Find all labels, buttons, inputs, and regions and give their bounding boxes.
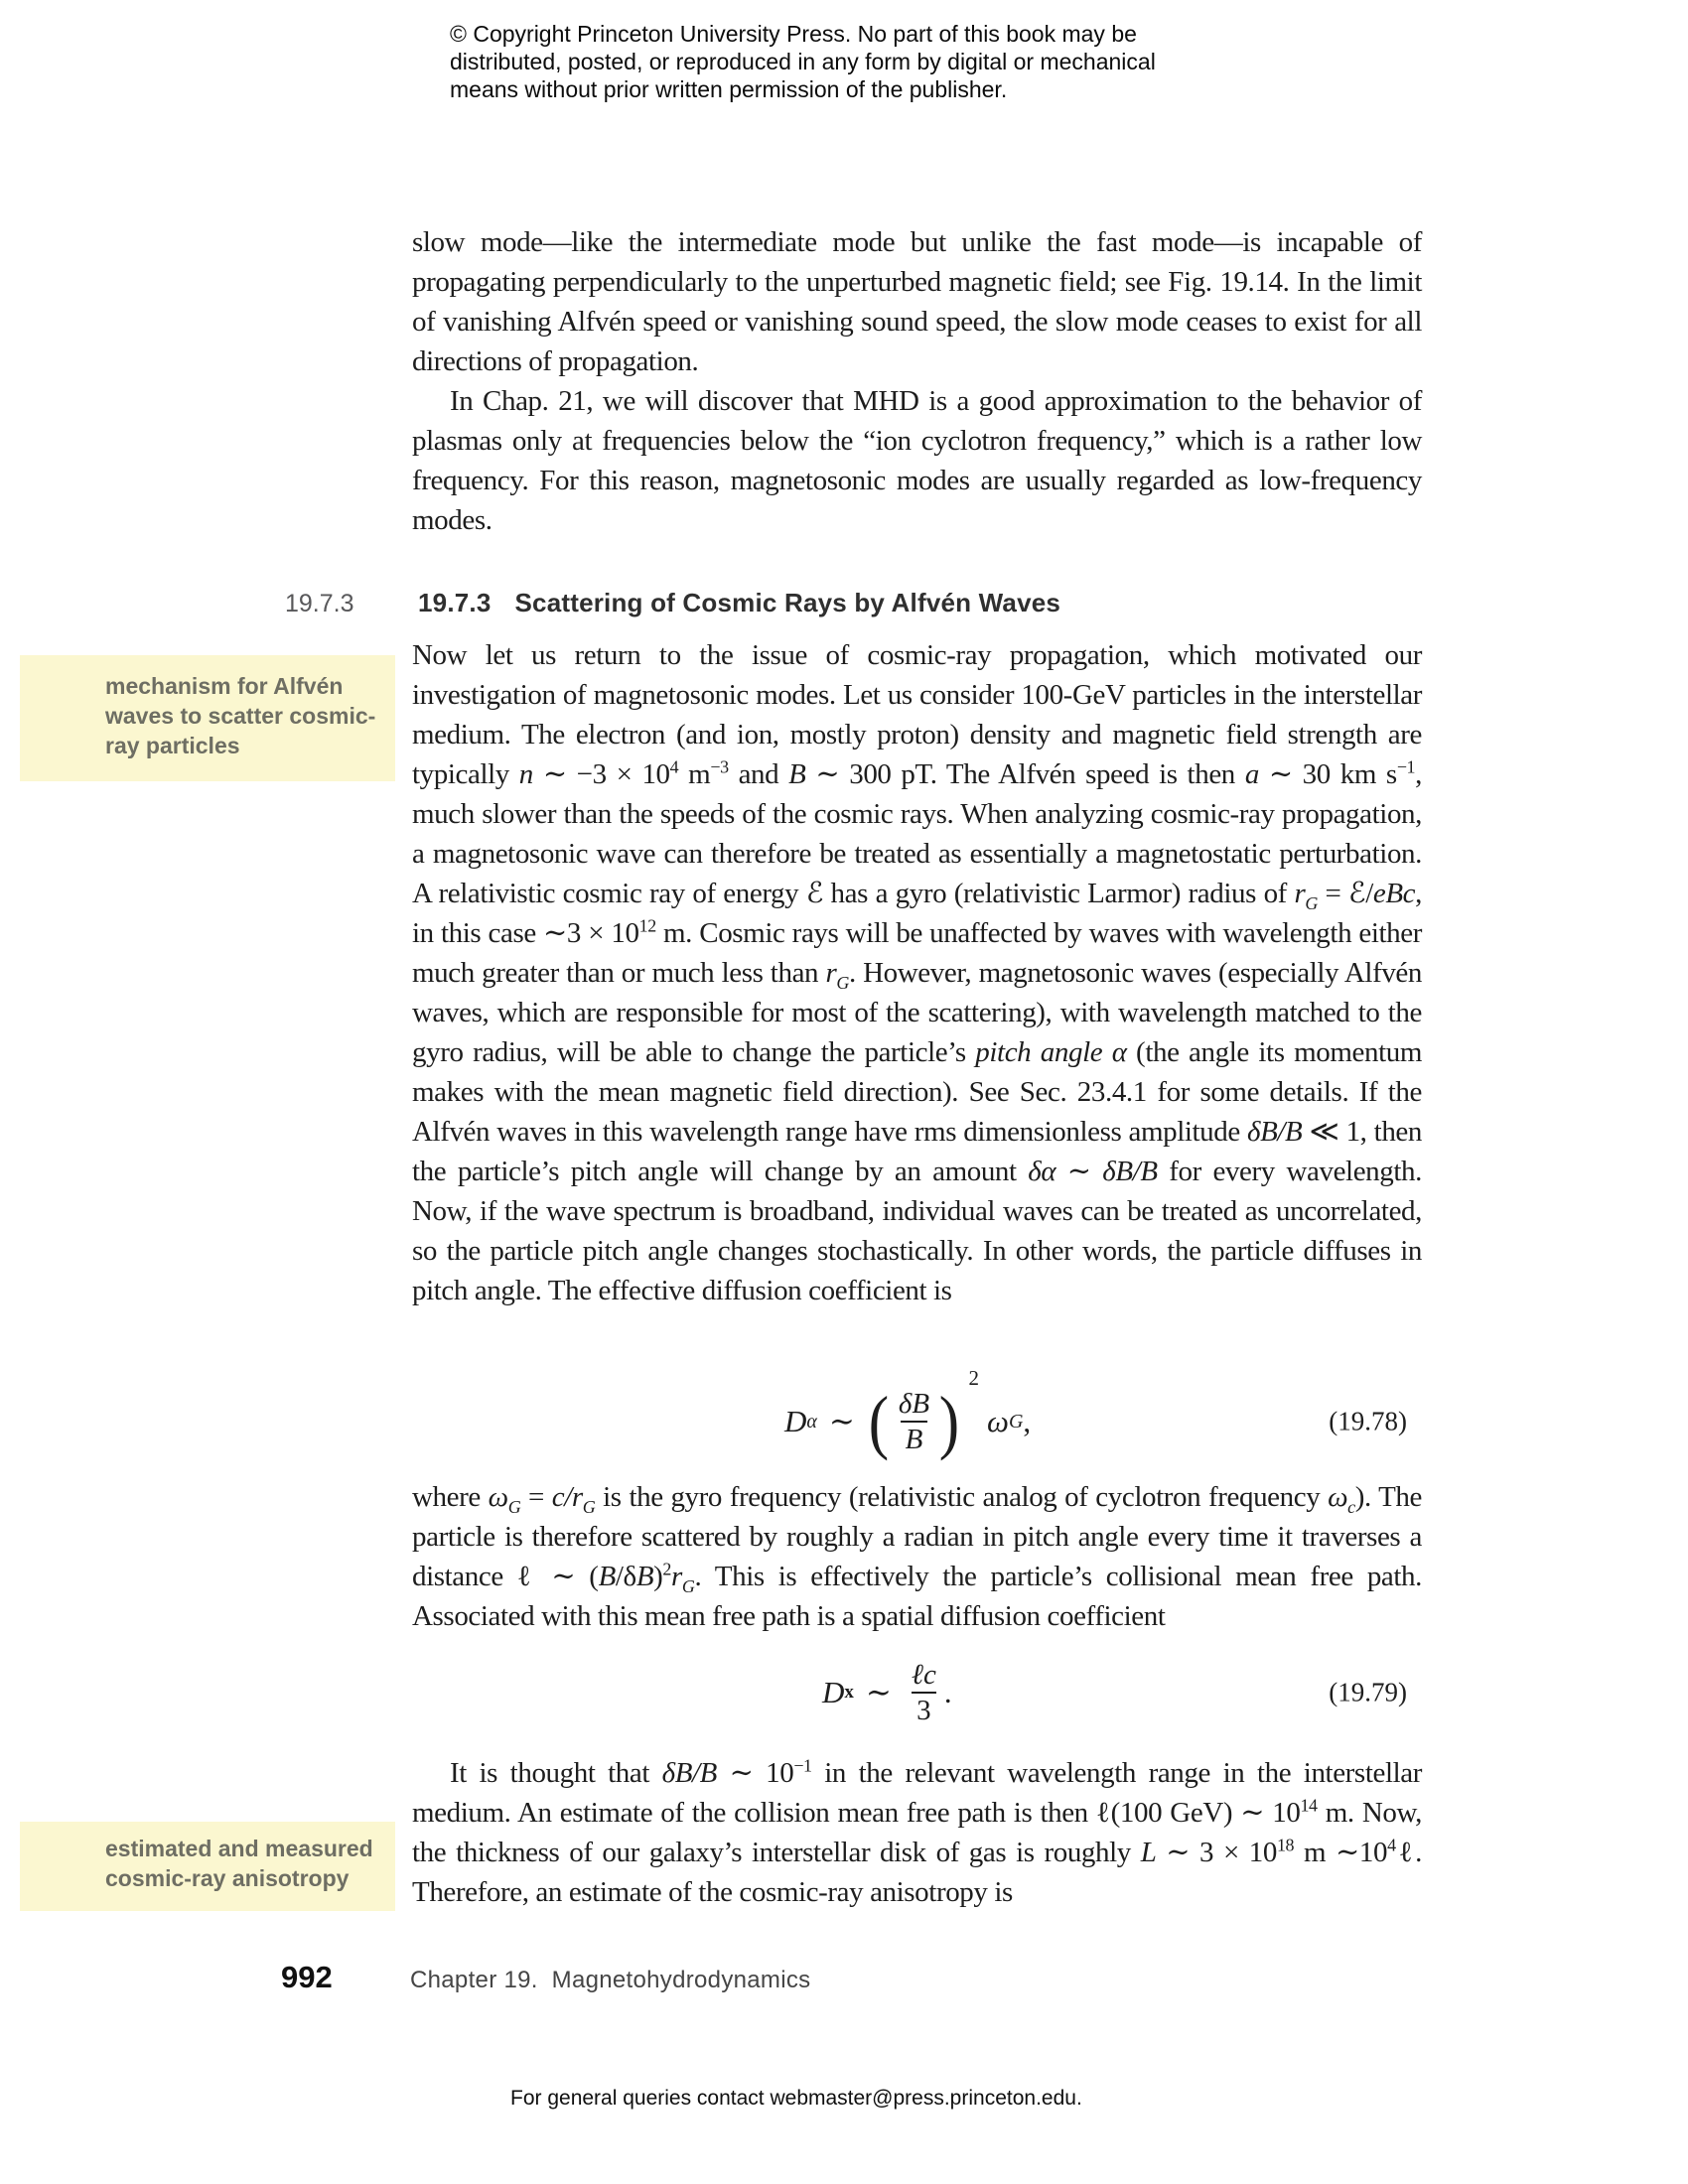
eq78-omega: ω — [987, 1404, 1009, 1438]
paragraph-anisotropy-estimate: It is thought that δB/B ∼ $10^{-1}$ in the relevant wavelength range in the interstellar medium. An estimate of the collision mean free path is then ℓ(100 GeV) ∼ $10^{14}$ m. Now, the thickness of our galaxy’s interstellar disk of gas is roughly L ∼ $3 \times 10^{18}$ m $\sim 10^4\ell$. Therefore, an estimate of the cosmic-ray anisotropy is — [412, 1755, 1422, 1908]
footer-page-number: 992 — [281, 1960, 333, 1994]
eq78-fraction: $\frac{\delta B}{B}$ — [898, 1388, 930, 1455]
section-heading-title: Scattering of Cosmic Rays by Alfvén Waves — [514, 588, 1061, 617]
body-text-cosmic-rays — [412, 635, 1422, 1310]
margin-note-anisotropy: estimated and measured cosmic-ray anisotropy — [20, 1822, 395, 1911]
equation-19-79-math: D x ∼ $\frac{\text{ℓc}}{3}$ . — [822, 1659, 952, 1726]
paragraph-cosmic-ray-scattering: Now let us return to the issue of cosmic-ray propagation, which motivated our investigation of magnetosonic modes. Let us consider 100-GeV particles in the interstellar medium. The electron (and ion, mostly proton) density and magnetic field strength are typically n ∼ $-3 \times 10^4$ $m^{-3}$ and B ∼ 300 pT. The Alfvén speed is then a ∼ 30 km $s^{-1}$, much slower than the speeds of the cosmic rays. When analyzing cosmic-ray propagation, a magnetosonic wave can therefore be treated as essentially a magnetostatic perturbation. A relativistic cosmic ray of energy ℰ has a gyro (relativistic Larmor) radius of $r_G$ = ℰ/eBc, in this case ∼3 × $10^{12}$ m. Cosmic rays will be unaffected by waves with wavelength either much greater than or much less than $r_G$. However, magnetosonic waves (especially Alfvén waves, which are responsible for most of the scattering), with wavelength matched to the gyro radius, will be able to change the particle’s pitch angle α (the angle its momentum makes with the mean magnetic field direction). See Sec. 23.4.1 for some details. If the Alfvén waves in this wavelength range have rms dimensionless amplitude δB/B ≪ 1, then the particle’s pitch angle will change by an amount δα ∼ δB/B for every wavelength. Now, if the wave spectrum is broadband, individual waves can be treated as uncorrelated, so the particle pitch angle changes stochastically. In other words, the particle diffuses in pitch angle. The effective diffusion coefficient is — [412, 639, 1423, 1306]
paragraph-gyro-frequency: where $\omega_G = c/r_G$ is the gyro frequency (relativistic analog of cyclotron frequency $\omega_c$). The particle is therefore scattered by roughly a radian in pitch angle every time it traverses a distance ℓ ∼ $(B/\delta B)^2r_G$. This is effectively the particle’s collisional mean free path. Associated with this mean free path is a spatial diffusion coefficient — [412, 1481, 1422, 1632]
footer-chapter-title: Chapter 19. Magnetohydrodynamics — [410, 1967, 811, 1993]
eq78-right-paren-squared: ) 2 — [938, 1366, 980, 1461]
eq79-fraction: $\frac{\text{ℓc}}{3}$ — [911, 1659, 936, 1726]
margin-section-number: 19.7.3 — [285, 590, 354, 617]
eq79-D: D — [822, 1675, 845, 1709]
equation-19-78 — [412, 1366, 1422, 1467]
body-text-intro — [412, 222, 1422, 540]
eq78-D: D — [784, 1404, 807, 1438]
paragraph-chap21: In Chap. 21, we will discover that MHD is a good approximation to the behavior of plasmas only at frequencies below the “ion cyclotron frequency,” which is a rather low frequency. For this reason, magnetosonic modes are usually regarded as low-frequency modes. — [412, 385, 1422, 536]
equation-number-19-79: (19.79) — [1329, 1677, 1407, 1707]
body-text-estimate — [412, 1753, 1422, 1912]
eq79-similar-sign: ∼ — [865, 1675, 892, 1709]
margin-note-mechanism: mechanism for Alfvén waves to scatter cosmic- ray particles — [20, 655, 395, 781]
copyright-notice: © Copyright Princeton University Press. No part of this book may be distributed, posted, or reproduced in any form by digital or mechanical means without prior written permission of the publisher. — [450, 21, 1156, 102]
equation-19-79 — [412, 1650, 1422, 1735]
eq78-similar-sign: ∼ — [828, 1404, 855, 1438]
equation-19-78-math: D α ∼ ( $\frac{\delta B}{B}$ ) 2 ω G , — [784, 1376, 1031, 1467]
paragraph-slow-mode: slow mode—like the intermediate mode but unlike the fast mode—is incapable of propagating perpendicularly to the unperturbed magnetic field; see Fig. 19.14. In the limit of vanishing Alfvén speed or vanishing sound speed, the slow mode ceases to exist for all directions of propagation. — [412, 226, 1422, 377]
eq78-left-paren: ( — [868, 1382, 890, 1461]
body-text-gyro-frequency — [412, 1477, 1422, 1636]
section-heading — [418, 588, 1060, 618]
footer-contact-line: For general queries contact webmaster@press.princeton.edu. — [510, 2087, 1082, 2110]
equation-number-19-78: (19.78) — [1329, 1406, 1407, 1436]
section-heading-number: 19.7.3 — [418, 588, 492, 617]
